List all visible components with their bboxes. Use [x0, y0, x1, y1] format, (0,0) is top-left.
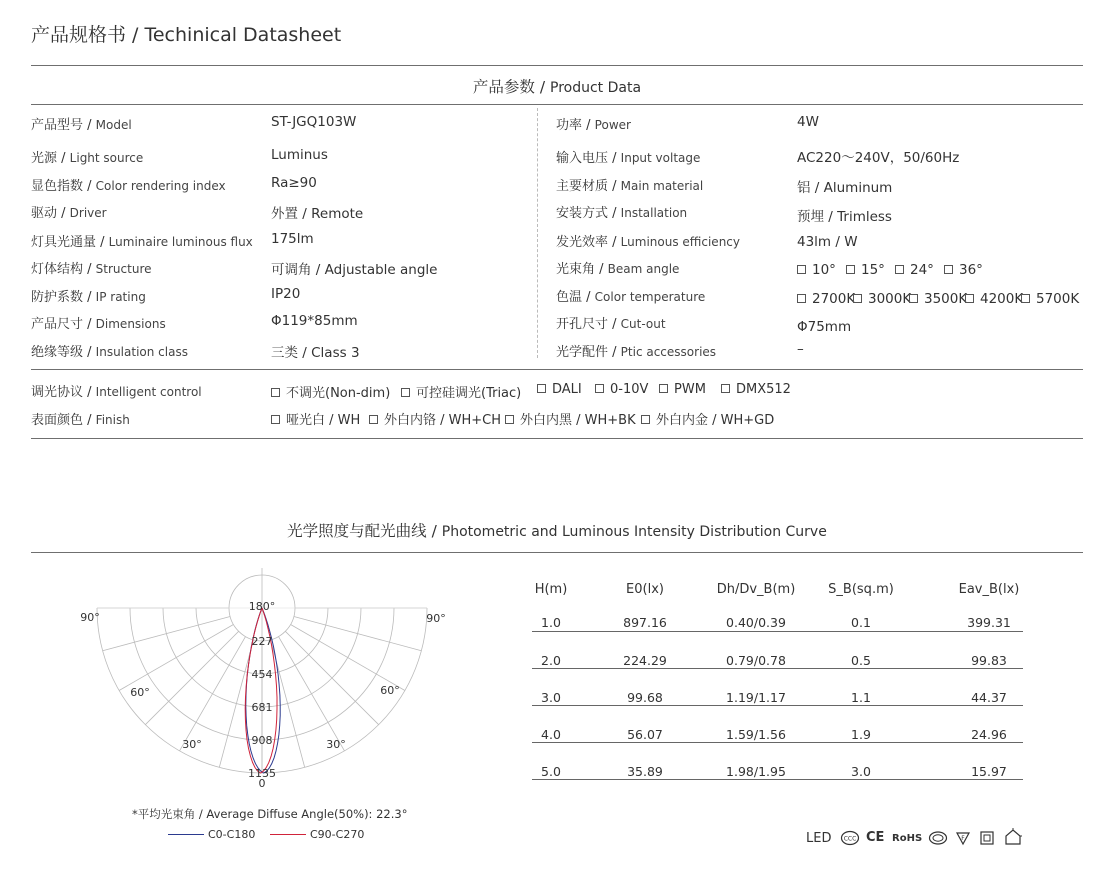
checkbox-icon	[271, 415, 280, 424]
divider	[31, 104, 1083, 105]
table-cell: 44.37	[971, 690, 1007, 705]
spec-label-cn: 开孔尺寸	[556, 317, 609, 332]
table-row-line	[532, 779, 1023, 780]
table-cell: 1.0	[541, 615, 561, 630]
spec-value: IP20	[271, 286, 301, 302]
angle-label-0: 0	[258, 777, 266, 790]
legend-label-c90: C90-C270	[310, 828, 365, 841]
option-item	[944, 262, 983, 278]
spec-label: 绝缘等级 / Insulation class	[31, 345, 188, 360]
table-cell: 399.31	[967, 615, 1011, 630]
table-header: E0(lx)	[626, 582, 664, 597]
spec-label: 安装方式 / Installation	[556, 206, 688, 221]
spec-label: 光束角 / Beam angle	[556, 262, 680, 277]
table-header: H(m)	[534, 582, 568, 597]
table-row-line	[532, 631, 1023, 632]
radial-label: 681	[251, 701, 273, 714]
intensity-curve	[246, 608, 280, 773]
spec-label-cn: 产品尺寸	[31, 317, 84, 332]
spec-label: 主要材质 / Main material	[556, 179, 704, 194]
option-label: 3500K	[924, 291, 968, 307]
spec-label-en: Installation	[620, 206, 688, 220]
spec-label-en: Beam angle	[607, 262, 680, 276]
column-divider	[537, 108, 538, 358]
table-header: Eav_B(lx)	[958, 582, 1020, 597]
table-cell: 0.40/0.39	[726, 615, 786, 630]
option-item	[797, 291, 855, 307]
divider	[31, 65, 1083, 66]
spec-label-en: Color rendering index	[95, 179, 226, 193]
spec-value: –	[797, 341, 804, 357]
spec-label: 产品型号 / Model	[31, 118, 132, 133]
polar-spoke	[291, 625, 405, 691]
spec-label-cn: 显色指数	[31, 179, 84, 194]
checkbox-icon	[659, 384, 668, 393]
option-label: 2700K	[812, 291, 856, 307]
indoor-use-icon	[1003, 828, 1023, 846]
angle-label-30-left: 30°	[182, 738, 202, 751]
spec-value: Φ119*85mm	[271, 313, 358, 329]
radial-label: 1135	[248, 767, 276, 780]
spec-value: Luminus	[271, 147, 328, 163]
checkbox-icon	[797, 265, 806, 274]
spec-value: 三类 / Class 3	[271, 345, 360, 361]
spec-label-en: Main material	[620, 179, 704, 193]
spec-label-en: Driver	[69, 206, 107, 220]
table-cell: 99.68	[627, 690, 663, 705]
spec-label: 发光效率 / Luminous efficiency	[556, 235, 740, 250]
spec-label-en: Luminaire luminous flux	[108, 235, 253, 249]
option-label: 可控硅调光(Triac)	[416, 386, 522, 401]
angle-label-90-left: 90°	[80, 611, 100, 624]
photometric-title: 光学照度与配光曲线 / Photometric and Luminous Intensity Distribution Curve	[287, 522, 827, 540]
table-cell: 99.83	[971, 653, 1007, 668]
checkbox-icon	[721, 384, 730, 393]
checkbox-icon	[271, 388, 280, 397]
option-item	[1021, 291, 1079, 307]
table-cell: 0.1	[851, 615, 871, 630]
table-cell: 2.0	[541, 653, 561, 668]
spec-label-en: Power	[594, 118, 631, 132]
table-cell: 15.97	[971, 764, 1007, 779]
angle-label-30-right: 30°	[326, 738, 346, 751]
option-item	[595, 382, 648, 397]
option-item	[641, 409, 774, 428]
option-item	[401, 382, 521, 401]
spec-label-cn: 光源	[31, 151, 58, 166]
radial-label: 227	[251, 635, 273, 648]
table-cell: 1.9	[851, 727, 871, 742]
option-label: 36°	[959, 262, 983, 278]
spec-label-en: IP rating	[95, 290, 146, 304]
table-cell: 35.89	[627, 764, 663, 779]
table-header: S_B(sq.m)	[828, 582, 894, 597]
checkbox-icon	[595, 384, 604, 393]
spec-label-cn: 色温	[556, 290, 583, 305]
spec-value: Φ75mm	[797, 319, 852, 335]
option-item	[965, 291, 1023, 307]
checkbox-icon	[369, 415, 378, 424]
polar-spoke	[285, 631, 378, 724]
polar-spoke	[119, 625, 233, 691]
checkbox-icon	[965, 294, 974, 303]
option-item	[659, 382, 706, 397]
spec-value: 175lm	[271, 231, 314, 247]
option-item	[505, 409, 636, 428]
spec-label-en: Luminous efficiency	[620, 235, 740, 249]
spec-label-en: Color temperature	[594, 290, 706, 304]
option-item	[271, 382, 390, 401]
spec-value: AC220～240V，50/60Hz	[797, 150, 960, 166]
divider	[31, 438, 1083, 439]
checkbox-icon	[895, 265, 904, 274]
spec-label-en: Insulation class	[95, 345, 188, 359]
spec-label: 防护系数 / IP rating	[31, 290, 146, 305]
spec-value: Ra≥90	[271, 175, 317, 191]
spec-label-cn: 绝缘等级	[31, 345, 84, 360]
checkbox-icon	[797, 294, 806, 303]
polar-spoke	[145, 631, 238, 724]
spec-label-cn: 光学配件	[556, 345, 609, 360]
option-item	[271, 409, 360, 428]
spec-value: 4W	[797, 114, 819, 130]
spec-label-cn: 光束角	[556, 262, 596, 277]
spec-label-cn: 防护系数	[31, 290, 84, 305]
spec-label: 色温 / Color temperature	[556, 290, 706, 305]
spec-value: 可调角 / Adjustable angle	[271, 262, 438, 278]
ccc-icon	[840, 830, 860, 846]
checkbox-icon	[1021, 294, 1030, 303]
option-item	[797, 262, 836, 278]
option-item	[853, 291, 911, 307]
angle-label-90-right: 90°	[426, 612, 446, 625]
option-item	[846, 262, 885, 278]
spec-label: 光源 / Light source	[31, 151, 144, 166]
option-label: 哑光白 / WH	[286, 413, 361, 428]
spec-label: 光学配件 / Ptic accessories	[556, 345, 717, 360]
spec-label-cn: 功率	[556, 118, 583, 133]
polar-spoke	[294, 617, 422, 651]
option-label: 24°	[910, 262, 934, 278]
polar-spoke	[279, 637, 345, 751]
spec-label: 功率 / Power	[556, 118, 631, 133]
table-cell: 56.07	[627, 727, 663, 742]
angle-label-60-right: 60°	[380, 684, 400, 697]
option-item	[895, 262, 934, 278]
polar-spoke	[103, 617, 231, 651]
table-cell: 1.1	[851, 690, 871, 705]
product-data-title: 产品参数 / Product Data	[472, 78, 642, 96]
spec-value: 43lm / W	[797, 234, 858, 250]
option-label: DMX512	[736, 382, 791, 397]
legend-swatch-c90	[270, 834, 306, 835]
option-label: PWM	[674, 382, 706, 397]
option-label: 5700K	[1036, 291, 1080, 307]
spec-label-en: Model	[95, 118, 132, 132]
table-row-line	[532, 742, 1023, 743]
spec-label: 驱动 / Driver	[31, 206, 107, 221]
svg-text:CCC: CCC	[843, 835, 857, 843]
option-label: 外白内铬 / WH+CH	[384, 413, 502, 428]
option-label: 不调光(Non-dim)	[286, 386, 391, 401]
table-cell: 5.0	[541, 764, 561, 779]
spec-value: 外置 / Remote	[271, 206, 364, 222]
spec-label: 灯具光通量 / Luminaire luminous flux	[31, 235, 253, 250]
spec-label: 输入电压 / Input voltage	[556, 151, 701, 166]
divider	[31, 552, 1083, 553]
option-label: 4200K	[980, 291, 1024, 307]
spec-label-en: Ptic accessories	[620, 345, 717, 359]
option-item	[369, 409, 501, 428]
option-label: 3000K	[868, 291, 912, 307]
checkbox-icon	[853, 294, 862, 303]
spec-label-en: Structure	[95, 262, 152, 276]
spec-label-cn: 产品型号	[31, 118, 84, 133]
table-row-line	[532, 705, 1023, 706]
spec-label-en: Cut-out	[620, 317, 666, 331]
rohs-icon: RoHS	[892, 833, 923, 844]
beam-angle-note: *平均光束角 / Average Diffuse Angle(50%): 22.3°	[132, 807, 408, 821]
page-title: 产品规格书 / Techinical Datasheet	[31, 24, 342, 46]
table-cell: 224.29	[623, 653, 667, 668]
table-cell: 24.96	[971, 727, 1007, 742]
spec-label: 显色指数 / Color rendering index	[31, 179, 226, 194]
checkbox-icon	[505, 415, 514, 424]
checkbox-icon	[641, 415, 650, 424]
table-cell: 1.98/1.95	[726, 764, 786, 779]
table-cell: 0.79/0.78	[726, 653, 786, 668]
option-label: 外白内金 / WH+GD	[656, 413, 775, 428]
spec-label-cn: 输入电压	[556, 151, 609, 166]
angle-label-180: 180°	[248, 600, 276, 613]
polar-spoke	[180, 637, 246, 751]
spec-value: ST-JGQ103W	[271, 114, 357, 130]
spec-label: 灯体结构 / Structure	[31, 262, 152, 277]
table-cell: 0.5	[851, 653, 871, 668]
option-item	[721, 382, 791, 397]
option-item	[909, 291, 967, 307]
radial-label: 908	[251, 734, 273, 747]
option-label: 外白内黑 / WH+BK	[520, 413, 636, 428]
table-cell: 897.16	[623, 615, 667, 630]
checkbox-icon	[846, 265, 855, 274]
checkbox-icon	[401, 388, 410, 397]
spec-value: 铝 / Aluminum	[797, 180, 893, 196]
checkbox-icon	[909, 294, 918, 303]
spec-value: 预埋 / Trimless	[797, 209, 892, 225]
ce-icon: CE	[866, 830, 885, 845]
table-cell: 3.0	[541, 690, 561, 705]
spec-label-en: Dimensions	[95, 317, 166, 331]
legend-swatch-c0	[168, 834, 204, 835]
spec-label-cn: 主要材质	[556, 179, 609, 194]
spec-label-cn: 安装方式	[556, 206, 609, 221]
option-item	[537, 382, 582, 397]
table-header: Dh/Dv_B(m)	[716, 582, 796, 597]
option-label: 0-10V	[610, 382, 649, 397]
table-cell: 3.0	[851, 764, 871, 779]
radial-label: 454	[251, 668, 273, 681]
finish-label: 表面颜色 / Finish	[31, 413, 130, 428]
f-triangle-icon	[955, 830, 971, 846]
spec-label-cn: 发光效率	[556, 235, 609, 250]
spec-label-cn: 灯体结构	[31, 262, 84, 277]
class-square-icon	[979, 830, 995, 846]
spec-label: 开孔尺寸 / Cut-out	[556, 317, 666, 332]
divider	[31, 369, 1083, 370]
cqc-icon	[928, 830, 948, 846]
option-label: DALI	[552, 382, 582, 397]
table-row-line	[532, 668, 1023, 669]
svg-text:F: F	[961, 835, 965, 842]
spec-label: 产品尺寸 / Dimensions	[31, 317, 166, 332]
polar-diagram	[80, 568, 446, 818]
spec-label-cn: 驱动	[31, 206, 58, 221]
angle-label-60-left: 60°	[130, 686, 150, 699]
control-label: 调光协议 / Intelligent control	[31, 385, 202, 400]
spec-label-en: Light source	[69, 151, 144, 165]
checkbox-icon	[537, 384, 546, 393]
table-cell: 4.0	[541, 727, 561, 742]
table-cell: 1.59/1.56	[726, 727, 786, 742]
option-label: 15°	[861, 262, 885, 278]
option-label: 10°	[812, 262, 836, 278]
led-label: LED	[806, 831, 832, 846]
legend-label-c0: C0-C180	[208, 828, 256, 841]
spec-label-cn: 灯具光通量	[31, 235, 97, 250]
table-cell: 1.19/1.17	[726, 690, 786, 705]
spec-label-en: Input voltage	[620, 151, 701, 165]
checkbox-icon	[944, 265, 953, 274]
